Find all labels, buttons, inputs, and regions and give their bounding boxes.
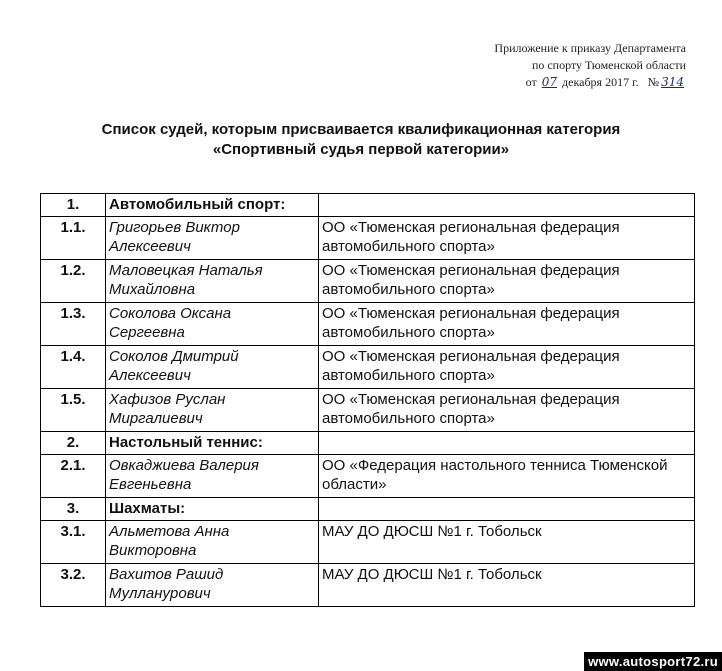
order-header [494,40,686,91]
judge-surname-name: Маловецкая Наталья [109,262,263,279]
organization-line-1: ОО «Федерация настольного тенниса Тюменской [322,457,668,474]
organization-line-1: ОО «Тюменская региональная федерация [322,305,620,322]
row-number: 1.1. [41,217,106,260]
date-rest: декабря 2017 г. [562,75,639,89]
judge-name [106,346,319,389]
section-row [41,498,695,521]
row-number: 3.2. [41,564,106,607]
section-title: Шахматы: [106,498,319,521]
organization-line-1: ОО «Тюменская региональная федерация [322,391,620,408]
row-number: 3. [41,498,106,521]
judge-organization [319,303,695,346]
document-title [0,120,722,160]
judge-surname-name: Соколов Дмитрий [109,348,239,365]
section-row [41,194,695,217]
judge-patronymic: Миргалиевич [109,410,203,427]
judge-patronymic: Алексеевич [109,238,191,255]
row-number: 1.4. [41,346,106,389]
table-row [41,260,695,303]
table-row [41,217,695,260]
table-row [41,303,695,346]
row-number: 1.2. [41,260,106,303]
header-line-2: по спорту Тюменской области [531,58,686,72]
table-row [41,346,695,389]
judge-patronymic: Михайловна [109,281,196,298]
section-org-empty [319,498,695,521]
title-line-2: «Спортивный судья первой категории» [212,141,510,158]
judge-organization [319,521,695,564]
section-org-empty [319,432,695,455]
date-prefix: от [525,75,537,89]
judge-patronymic: Мулланурович [109,585,211,602]
title-line-1: Список судей, которым присваивается квалификационная категория [101,121,621,138]
judge-surname-name: Григорьев Виктор [109,219,240,236]
header-date-line [494,74,686,91]
judge-surname-name: Вахитов Рашид [109,566,224,583]
judge-name [106,564,319,607]
row-number: 1.3. [41,303,106,346]
organization-line-2: автомобильного спорта» [322,281,495,298]
judge-patronymic: Викторовна [109,542,197,559]
row-number: 2.1. [41,455,106,498]
row-number: 2. [41,432,106,455]
section-row [41,432,695,455]
organization-line-1: ОО «Тюменская региональная федерация [322,348,620,365]
judge-organization [319,455,695,498]
table-row [41,389,695,432]
judge-patronymic: Алексеевич [109,367,191,384]
header-line-1: Приложение к приказу Департамента [494,41,686,55]
judge-patronymic: Сергеевна [109,324,185,341]
organization-line-2: автомобильного спорта» [322,324,495,341]
judge-organization [319,260,695,303]
judge-organization [319,389,695,432]
organization-line-2: автомобильного спорта» [322,410,495,427]
order-number-handwritten: 314 [661,75,684,89]
judge-organization [319,217,695,260]
organization-line-1: ОО «Тюменская региональная федерация [322,219,620,236]
judge-surname-name: Овкаджиева Валерия [109,457,259,474]
judge-surname-name: Альметова Анна [109,523,230,540]
row-number: 1. [41,194,106,217]
organization-line-1: ОО «Тюменская региональная федерация [322,262,620,279]
judge-organization [319,346,695,389]
organization-line-2: области» [322,476,387,493]
organization-line-2: автомобильного спорта» [322,238,495,255]
judge-surname-name: Хафизов Руслан [109,391,226,408]
row-number: 3.1. [41,521,106,564]
table-row [41,455,695,498]
section-org-empty [319,194,695,217]
judge-name [106,260,319,303]
judge-name [106,521,319,564]
judge-patronymic: Евгеньевна [109,476,192,493]
table-row [41,521,695,564]
organization-line-2: автомобильного спорта» [322,367,495,384]
section-title: Настольный теннис: [106,432,319,455]
section-title: Автомобильный спорт: [106,194,319,217]
table-row [41,564,695,607]
judge-surname-name: Соколова Оксана [109,305,232,322]
judge-name [106,217,319,260]
organization-line-1: МАУ ДО ДЮСШ №1 г. Тобольск [322,566,542,583]
judge-name [106,303,319,346]
number-prefix: № [647,75,660,89]
judge-name [106,455,319,498]
judge-organization [319,564,695,607]
row-number: 1.5. [41,389,106,432]
site-watermark: www.autosport72.ru [584,652,722,671]
judge-name [106,389,319,432]
date-day-handwritten: 07 [541,75,558,89]
judges-table [40,193,695,607]
organization-line-1: МАУ ДО ДЮСШ №1 г. Тобольск [322,523,542,540]
